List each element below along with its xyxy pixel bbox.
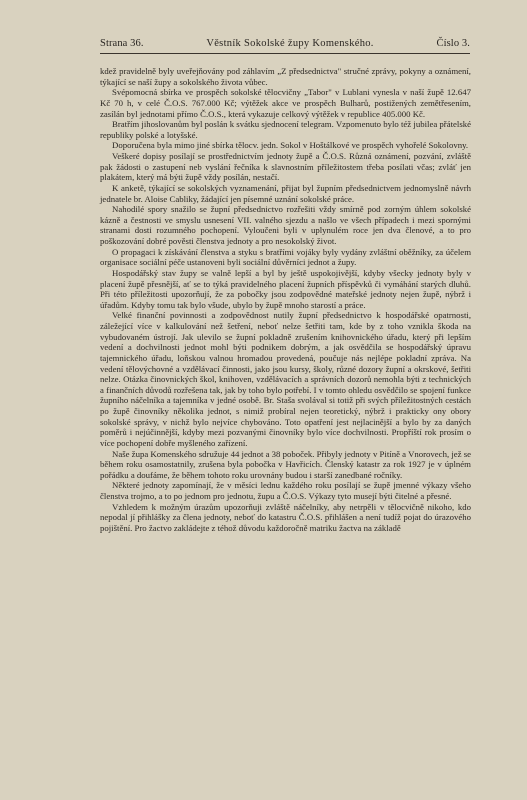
paragraph: Naše župa Komenského sdružuje 44 jednot a 38 poboček. Přibyly jednoty v Pitíně a Vnorovech, jež se během roku osamostatnily, zrušena byla pobočka v Havřicích. Členský katastr za rok 1927 je v úplném pořádku a doufáme, že během tohoto roku urovnány budou i starší zanedbané ročníky. [100, 448, 471, 480]
paragraph: O propagaci k získávání členstva a styku s bratřími vojáky byly vydány zvláštní oběžníky, za účelem organisace sociální péče ustanoveni byli sociální důvěrníci jednot a župy. [100, 246, 471, 268]
paragraph: Bratřím jihoslovanům byl poslán k svátku sjednocení telegram. Vzpomenuto bylo též jubilea přátelské republiky polské a lotyšské. [100, 119, 471, 140]
page-header [100, 38, 470, 54]
page-number: Strana 36. [100, 38, 144, 49]
paragraph: Nahodilé spory snažilo se župní předsednictvo rozřešiti vždy smírně pod zorným úhlem sokolské kázně a čestnosti ve smyslu usnesení VII. valného sjezdu a našlo ve všech případech i mezi spornými stranami dosti rozumného pochopení. Vyloučeni byli v uplynulém roce jen dva členové, a to pro poškozování dobré pověsti členstva jednoty a pro nesokolský život. [100, 204, 471, 246]
paragraph: Svépomocná sbírka ve prospěch sokolské tělocvičny „Tabor" v Lublani vynesla v naší župě 12.647 Kč 70 h, v celé Č.O.S. 767.000 Kč; výtěžek akce ve prospěch Bulharů, postižených zemětřesením, zasílán byl jednotami přímo Č.O.S., která vykazuje celkový výtěžek v republice 405.000 Kč. [100, 87, 471, 119]
paragraph: Hospodářský stav župy se valně lepší a byl by ještě uspokojivější, kdyby všecky jednoty byly v placení župě přesnější, ať se to týká pravidelného placení župních příspěvků či vymáhání starých dluhů. Při této příležitosti upozorňují, že za pobočky jsou zodpovědné mateřské jednoty nejen župě, nýbrž i úřadům. Kdyby tomu tak bylo všude, ubylo by župě mnoho starostí a práce. [100, 267, 471, 310]
paragraph: kdež pravidelně byly uveřejňovány pod záhlavím „Z předsednictva" stručné zprávy, pokyny a oznámení, týkající se naší župy a sokolského života vůbec. [100, 66, 471, 87]
issue-number: Číslo 3. [436, 38, 470, 49]
body-text [100, 66, 471, 534]
paragraph: Některé jednoty zapomínají, že v měsíci lednu každého roku posílají se župě jmenné výkazy všeho členstva trojmo, a to po jednom pro jednotu, župu a Č.O.S. Výkazy tyto musejí býti čitelné a přesné. [100, 480, 471, 501]
paragraph: K anketě, týkající se sokolských vyznamenání, přijat byl župním předsednictvem jednomyslně návrh jednatele br. Aloise Cabliky, žádající jen písemné uznání sokolské práce. [100, 182, 471, 204]
paragraph: Velké finanční povinnosti a zodpovědnost nutily župní předsednictvo k hospodářské opatrnosti, záležející více v kalkulování než šetření, neboť nelze šetřiti tam, kde by z toho vznikla škoda na vybudovaném ústrojí. Jak ulevilo se župní pokladně zrušením knihovnického úřadu, který při lepším vedení a dochvilnosti jednot mohl býti podnikem dobrým, a jak osvědčila se hospodářský úpravu tajemnického úřadu, loňskou valnou hromadou provedená, poučuje nás nejlépe pokladní zpráva. Na vedení tělovýchovné a vzdělávací činnosti, jako jsou kursy, školy, různé dozory župní a okrskové, šetřiti nelze. Otázka činovnických škol, knihoven, vzdělávacích a správních dozorů nemohla býti z technických a finančních důvodů rozřešena tak, jak by toho bylo potřebí. I v tomto ohledu osvědčilo se spojení funkce župního náčelníka a tajemníka v jedné osobě. Br. Staša svolával si totiž při svých příležitostných cestách po župě činovníky několika jednot, s nimiž probíral nejen teoretický, nýbrž i prakticky ony obory sokolské správy, v nichž bylo nejvíce chybováno. Toto opatření jest nejlacinější a bylo by za daných poměrů i nejúčinnější, kdyby mezi pozvanými činovníky bylo více dochvilnosti. Propříští rok prosím o více pochopení dobře myšleného zařízení. [100, 310, 471, 448]
paragraph: Veškeré dopisy posílají se prostřednictvím jednoty župě a Č.O.S. Různá oznámení, pozvání, zvláště pak žádosti o zastupení neb vyslání řečníka k slavnostním příležitostem třeba posílati včas; zvláť jen plakátem, který má býti župě vždy posílán, nestačí. [100, 151, 471, 183]
journal-title: Věstník Sokolské župy Komenského. [206, 38, 374, 49]
paragraph: Vzhledem k možným úrazům upozorňuji zvláště náčelníky, aby netrpěli v tělocvičně nikoho, kdo nepodal jí přihlášky za člena jednoty, neboť do katastru Č.O.S. přihlášen a není tudíž pojat do úrazového pojištění. Pro žactvo zakládejte z téhož důvodu každoročně matriku žactva na základě [100, 501, 471, 533]
paragraph: Doporučena byla mimo jiné sbírka tělocv. jedn. Sokol v Hoštálkové ve prospěch vyhořelé Sokolovny. [112, 140, 469, 151]
